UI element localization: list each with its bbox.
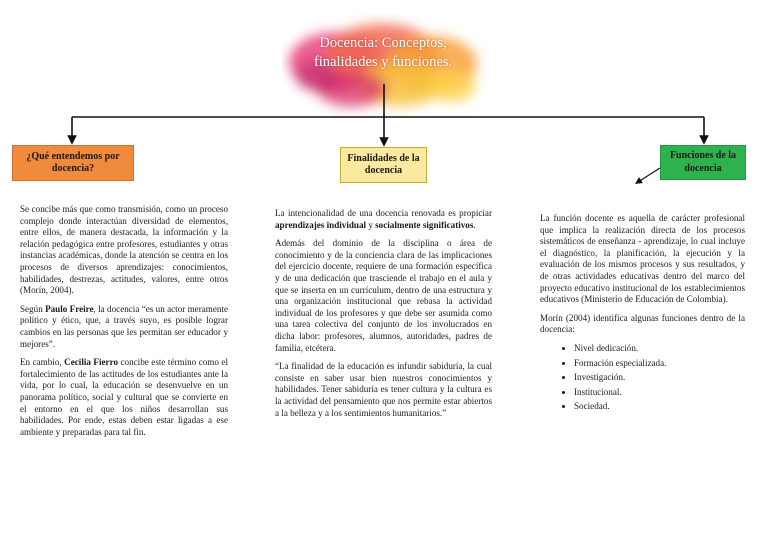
box-finalidades: Finalidades de la docencia — [340, 147, 427, 183]
right-column — [540, 213, 745, 416]
left-column — [20, 204, 228, 445]
center-paragraph-3: “La finalidad de la educación es infundir sabiduría, la cual consiste en saber usar bien nuestros conocimientos y habilidades. Tener sabiduría es tener cultura y la cultura es la actividad del pensamiento que nos permite estar abiertos a la belleza y a los sentimientos humanitarios.” — [275, 361, 492, 418]
list-item: • Nivel dedicación. — [574, 343, 745, 355]
center-paragraph-1: La intencionalidad de una docencia renovada es propiciar aprendizajes individual y socialmente significativos. — [275, 208, 492, 230]
list-item: • Institucional. — [574, 387, 745, 399]
right-paragraph-1: La función docente es aquella de carácter profesional que implica la realización directa de los procesos sistemáticos de enseñanza - aprendizaje, lo cual incluye el diagnóstico, la planificación, la ejecución y la evaluación de los mismos procesos y sus resultados, y de otras actividades educativas dentro del marco del proyecto educativo institucional de los establecimientos educativos (Ministerio de Educación de Colombia). — [540, 213, 745, 305]
list-item: • Sociedad. — [574, 401, 745, 413]
right-paragraph-2: Morín (2004) identifica algunas funciones dentro de la docencia: — [540, 312, 745, 335]
left-paragraph-2: Según Paulo Freire, la docencia “es un actor meramente político y ético, que, a través suyo, es posible lograr cambios en las personas que les permitan ser educador y mejores”. — [20, 303, 228, 349]
list-item: • Investigación. — [574, 372, 745, 384]
center-column — [275, 208, 492, 426]
box-funciones: Funciones de la docencia — [660, 145, 746, 180]
diagram-title: Docencia: Conceptos, finalidades y funciones. — [313, 35, 453, 70]
functions-list — [540, 343, 745, 413]
left-paragraph-3: En cambio, Cecilia Fierro concibe este término como el fortalecimiento de las actitudes de los estudiantes ante la vida, por lo cual, la educación se desenvuelve en un panorama político, social y cultural que se convierte en el entorno en el que los niños desarrollan sus habilidades. Por ende, estas deben estar ligadas a ese ambiente y preparadas para tal fin. — [20, 357, 228, 437]
center-paragraph-2: Además del dominio de la disciplina o área de conocimiento y de la conciencia clara de las implicaciones del ejercicio docente, requiere de una formación específica y de una dedicación que trasciende el trabajo en el aula y que se inserta en un currículum, dentro de una estructura y una organización institucional que rebasa la actividad individual de los profesores y que debe ser asumida como una tarea colectiva del conjunto de los involucrados en dicha labor: profesores, alumnos, autoridades, padres de familia, etcétera. — [275, 238, 492, 353]
arrow-right-small — [638, 168, 660, 182]
left-paragraph-1: Se concibe más que como transmisión, como un proceso complejo donde interactúan diversidad de elementos, entre ellos, de manera destacada, la información y la relación pedagógica entre profesores, estudiantes y otras instancias académicas, donde la atención se centra en los procesos de diversos aprendizajes: conocimientos, habilidades, destrezas, actitudes, valores, entre otros (Morín, 2004). — [20, 204, 228, 296]
author-freire: Paulo Freire — [45, 303, 94, 314]
list-item: • Formación especializada. — [574, 358, 745, 370]
author-fierro: Cecilia Fierro — [64, 357, 118, 368]
box-que-entendemos: ¿Qué entendemos por docencia? — [12, 145, 134, 181]
